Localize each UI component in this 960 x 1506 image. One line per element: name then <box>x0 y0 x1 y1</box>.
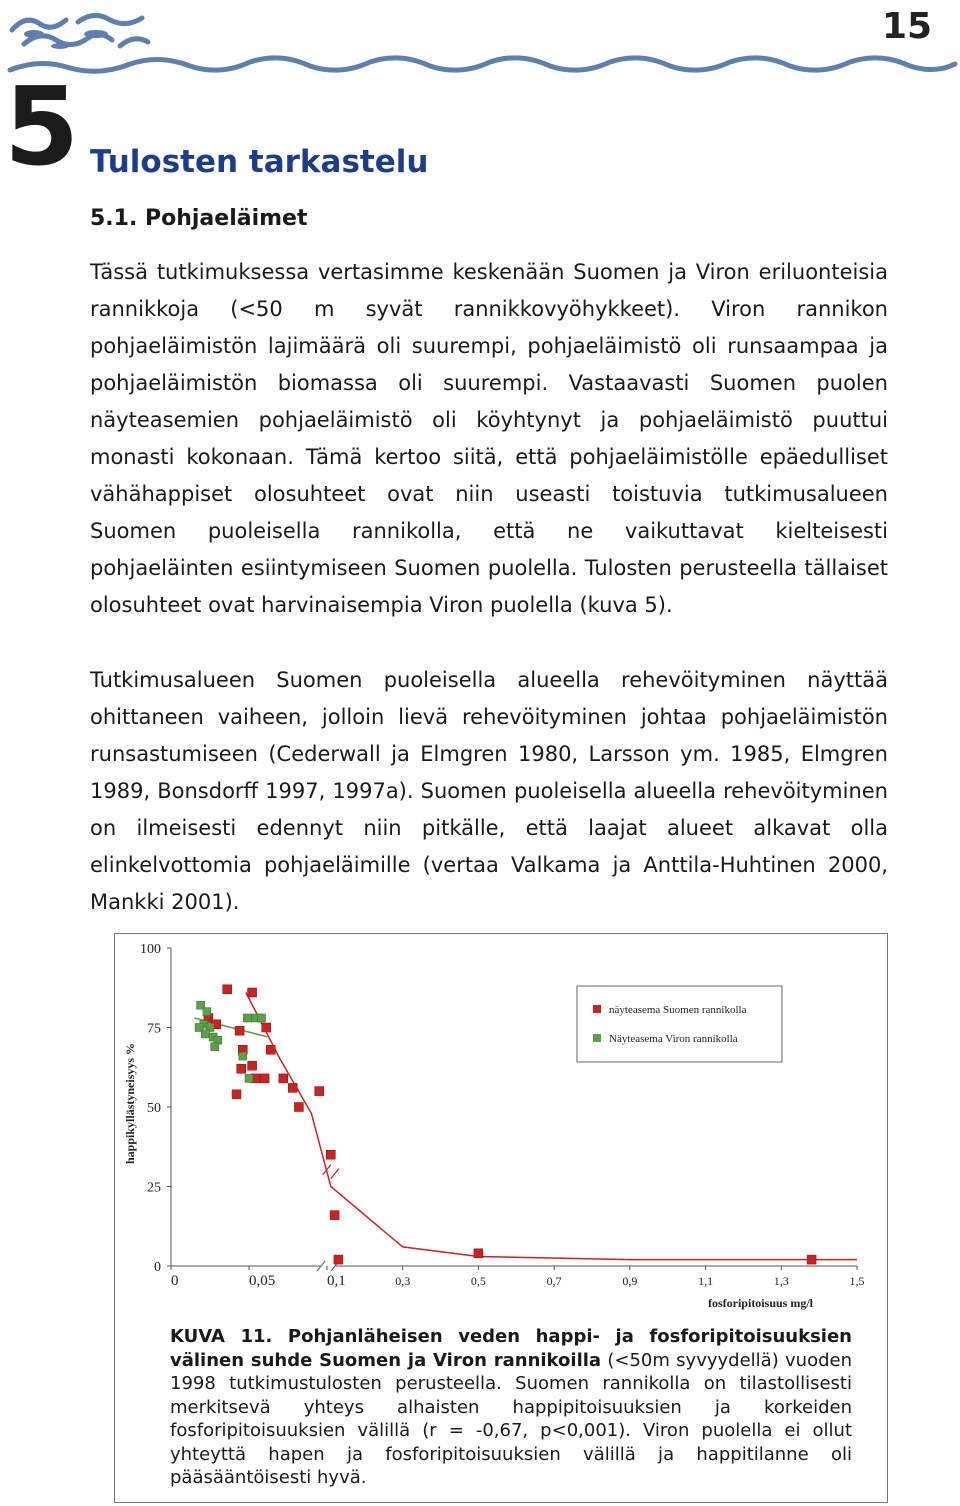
x-tick-label: 0,7 <box>546 1274 562 1288</box>
legend-marker-finland <box>593 1005 601 1013</box>
caption-label: KUVA 11. Pohjanläheisen veden happi- ja fosforipitoisuuksien välinen suhde Suomen ja Viron rannikoilla <box>170 1326 852 1371</box>
legend-marker-estonia <box>593 1034 601 1042</box>
scatter-chart <box>115 934 887 1324</box>
legend-label-estonia: Näyteasema Viron rannikolla <box>609 1033 738 1045</box>
wave-stroke-1 <box>12 20 66 30</box>
x-tick-label: 0,05 <box>249 1273 276 1289</box>
wave-blob-1 <box>24 30 44 38</box>
wave-stroke-3 <box>78 15 142 23</box>
wave-stroke-5 <box>10 58 955 71</box>
estonia-station-point <box>258 1014 266 1022</box>
finland-station-point <box>474 1249 483 1258</box>
finland-station-point <box>223 985 232 994</box>
chapter-number: 5 <box>4 65 80 190</box>
estonia-station-point <box>245 1074 253 1082</box>
figure-caption <box>170 1325 852 1490</box>
estonia-station-point <box>239 1052 247 1060</box>
x-tick-label: 1,5 <box>849 1274 865 1288</box>
finland-station-point <box>266 1045 275 1054</box>
finland-station-point <box>326 1150 335 1159</box>
y-tick-label: 50 <box>147 1101 161 1116</box>
body-paragraph-2: Tutkimusalueen Suomen puoleisella alueella rehevöityminen näyttää ohittaneen vaiheen, jolloin lievä rehevöityminen johtaa pohjaeläimistön runsastumiseen (Cederwall ja Elmgren 1980, Larsson ym. 1985, Elmgren 1989, Bonsdorff 1997, 1997a). Suomen puoleisella alueella rehevöityminen on ilmeisesti edennyt niin pitkälle, että laajat alueet alkavat olla elinkelvottomia pohjaeläimille (vertaa Valkama ja Anttila-Huhtinen 2000, Mankki 2001). <box>90 668 888 914</box>
finland-station-point <box>288 1083 297 1092</box>
finland-station-point <box>279 1074 288 1083</box>
estonia-station-point <box>243 1014 251 1022</box>
finland-station-point <box>294 1103 303 1112</box>
finland-station-point <box>262 1023 271 1032</box>
x-tick-label: 0 <box>171 1273 179 1289</box>
trend-break-mark-2 <box>331 1169 339 1179</box>
finland-station-point <box>334 1255 343 1264</box>
chapter-title: Tulosten tarkastelu <box>90 144 429 180</box>
estonia-station-point <box>211 1043 219 1051</box>
wave-stroke-4 <box>120 39 148 46</box>
y-tick-label: 100 <box>140 942 161 957</box>
y-tick-label: 25 <box>147 1180 161 1196</box>
x-tick-label: 0,5 <box>470 1274 486 1288</box>
x-axis-label: fosforipitoisuus mg/l <box>707 1296 813 1310</box>
estonia-station-point <box>201 1030 209 1038</box>
finland-station-point <box>807 1255 816 1264</box>
finland-station-point <box>248 988 257 997</box>
page-number: 15 <box>882 6 933 47</box>
x-tick-label: 0,1 <box>327 1273 346 1289</box>
x-tick-label: 1,3 <box>773 1274 789 1288</box>
x-tick-label: 0,3 <box>395 1274 411 1288</box>
legend-label-finland: näyteasema Suomen rannikolla <box>609 1004 747 1016</box>
y-tick-label: 0 <box>154 1260 161 1275</box>
section-heading: 5.1. Pohjaeläimet <box>90 206 308 231</box>
finland-station-point <box>260 1074 269 1083</box>
chart-legend <box>577 986 782 1062</box>
finland-station-point <box>237 1064 246 1073</box>
x-tick-label: 0,9 <box>622 1274 638 1288</box>
legend-box <box>577 986 782 1062</box>
finland-station-point <box>315 1087 324 1096</box>
y-axis-label: happikyllästyneisyys % <box>123 1042 137 1164</box>
header-wave-decoration <box>0 0 960 80</box>
estonia-station-point <box>203 1008 211 1016</box>
x-tick-label: 1,1 <box>698 1274 714 1288</box>
finland-station-point <box>235 1026 244 1035</box>
wave-blob-3 <box>51 43 69 49</box>
body-paragraph-1: Tässä tutkimuksessa vertasimme keskenään Suomen ja Viron eriluonteisia rannikkoja (<50 m syvät rannikkovyöhykkeet). Viron rannikon pohjaeläimistön lajimäärä oli suurempi, pohjaeläimistö oli runsaampaa ja pohjaeläimistön biomassa oli suurempi. Vastaavasti Suomen puolen näyteasemien pohjaeläimistö oli köyhtynyt ja pohjaeläimistö puuttui monasti kokonaan. Tämä kertoo siitä, että pohjaeläimistölle epäedulliset vähähappiset olosuhteet ovat niin useasti toistuvia tutkimusalueen Suomen puoleisella rannikolla, että ne vaikuttavat kielteisesti pohjaeläinten esiintymiseen Suomen puolella. Tulosten perusteella tällaiset olosuhteet ovat harvinaisempia Viron puolella (kuva 5). <box>90 260 888 617</box>
finland-station-point <box>330 1211 339 1220</box>
y-tick-label: 75 <box>147 1021 161 1037</box>
caption-text: (<50m syvyydellä) vuoden 1998 tutkimustulosten perusteella. Suomen rannikolla on tilastollisesti merkitsevä yhteys alhaisten happipitoisuuksien ja korkeiden fosforipitoisuuksien välillä (r = -0,67, p<0,001). Viron puolella ei ollut yhteyttä hapen ja fosforipitoisuuksien välillä ja happitilanne oli pääsääntöisesti hyvä. <box>170 1349 852 1488</box>
finland-station-point <box>248 1061 257 1070</box>
wave-blob-2 <box>84 30 108 38</box>
finland-station-point <box>232 1090 241 1099</box>
figure-spacer <box>115 934 116 935</box>
